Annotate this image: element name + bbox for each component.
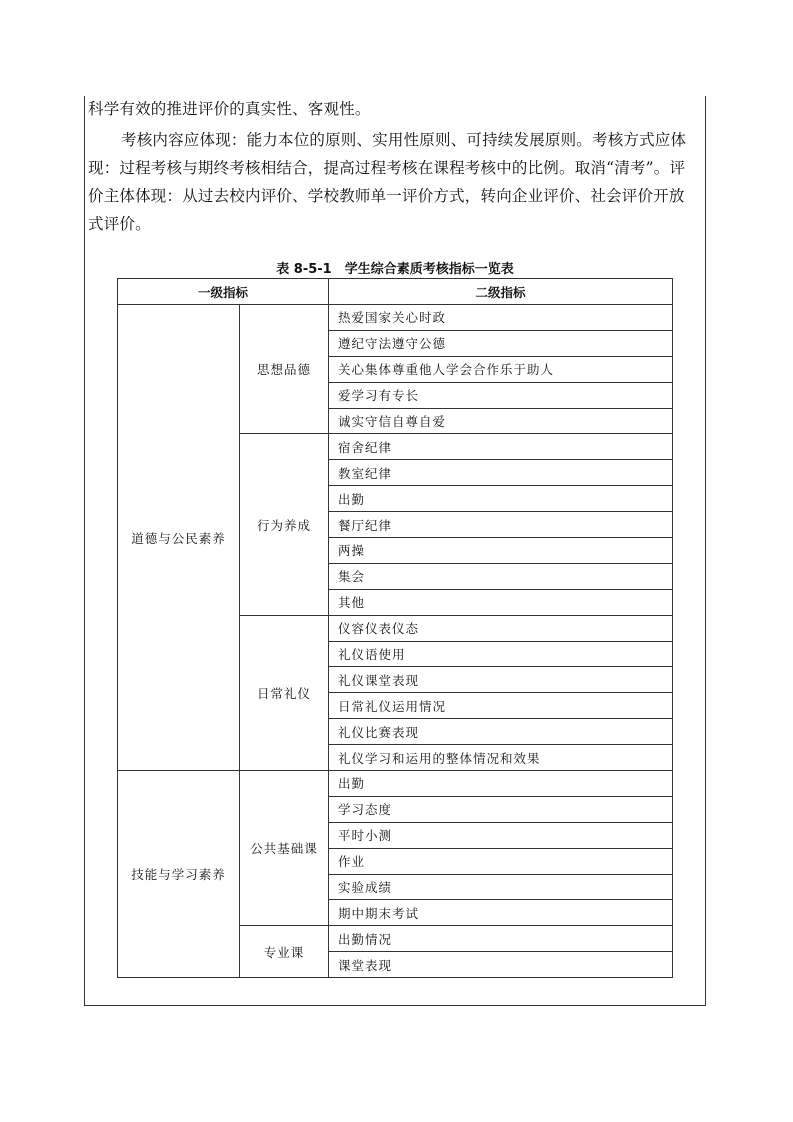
table-row bbox=[118, 305, 673, 331]
level2-cell: 行为养成 bbox=[240, 434, 329, 615]
level3-cell: 关心集体尊重他人学会合作乐于助人 bbox=[329, 356, 673, 382]
level2-cell: 思想品德 bbox=[240, 305, 329, 434]
header-level2: 二级指标 bbox=[329, 279, 673, 305]
level3-cell: 两操 bbox=[329, 538, 673, 564]
level3-cell: 礼仪比赛表现 bbox=[329, 719, 673, 745]
level3-cell: 平时小测 bbox=[329, 822, 673, 848]
level3-cell: 日常礼仪运用情况 bbox=[329, 693, 673, 719]
level3-cell: 教室纪律 bbox=[329, 460, 673, 486]
indicator-table bbox=[117, 278, 673, 978]
level3-cell: 爱学习有专长 bbox=[329, 382, 673, 408]
table-header-row bbox=[118, 279, 673, 305]
table-caption: 表 8-5-1 学生综合素质考核指标一览表 bbox=[276, 262, 514, 277]
level3-cell: 礼仪学习和运用的整体情况和效果 bbox=[329, 745, 673, 771]
level1-cell: 道德与公民素养 bbox=[118, 305, 240, 771]
table-row bbox=[118, 771, 673, 797]
level3-cell: 宿舍纪律 bbox=[329, 434, 673, 460]
level3-cell: 课堂表现 bbox=[329, 952, 673, 978]
level3-cell: 礼仪语使用 bbox=[329, 641, 673, 667]
level3-cell: 实验成绩 bbox=[329, 874, 673, 900]
level3-cell: 作业 bbox=[329, 848, 673, 874]
level3-cell: 集会 bbox=[329, 563, 673, 589]
header-level1: 一级指标 bbox=[118, 279, 329, 305]
level3-cell: 仪容仪表仪态 bbox=[329, 615, 673, 641]
level2-cell: 日常礼仪 bbox=[240, 615, 329, 770]
level3-cell: 出勤情况 bbox=[329, 926, 673, 952]
paragraph-1: 科学有效的推进评价的真实性、客观性。 bbox=[88, 100, 371, 118]
level3-cell: 热爱国家关心时政 bbox=[329, 305, 673, 331]
level2-cell: 专业课 bbox=[240, 926, 329, 978]
level2-cell: 公共基础课 bbox=[240, 771, 329, 926]
paragraph-2: 考核内容应体现：能力本位的原则、实用性原则、可持续发展原则。考核方式应体现：过程考核与期终考核相结合，提高过程考核在课程考核中的比例。取消“清考”。评价主体体现：从过去校内评价、学校教师单一评价方式，转向企业评价、社会评价开放式评价。 bbox=[88, 131, 687, 233]
level3-cell: 出勤 bbox=[329, 771, 673, 797]
level3-cell: 其他 bbox=[329, 589, 673, 615]
level3-cell: 遵纪守法遵守公德 bbox=[329, 330, 673, 356]
level3-cell: 餐厅纪律 bbox=[329, 512, 673, 538]
level3-cell: 诚实守信自尊自爱 bbox=[329, 408, 673, 434]
level3-cell: 期中期末考试 bbox=[329, 900, 673, 926]
level3-cell: 礼仪课堂表现 bbox=[329, 667, 673, 693]
level1-cell: 技能与学习素养 bbox=[118, 771, 240, 978]
level3-cell: 出勤 bbox=[329, 486, 673, 512]
level3-cell: 学习态度 bbox=[329, 796, 673, 822]
